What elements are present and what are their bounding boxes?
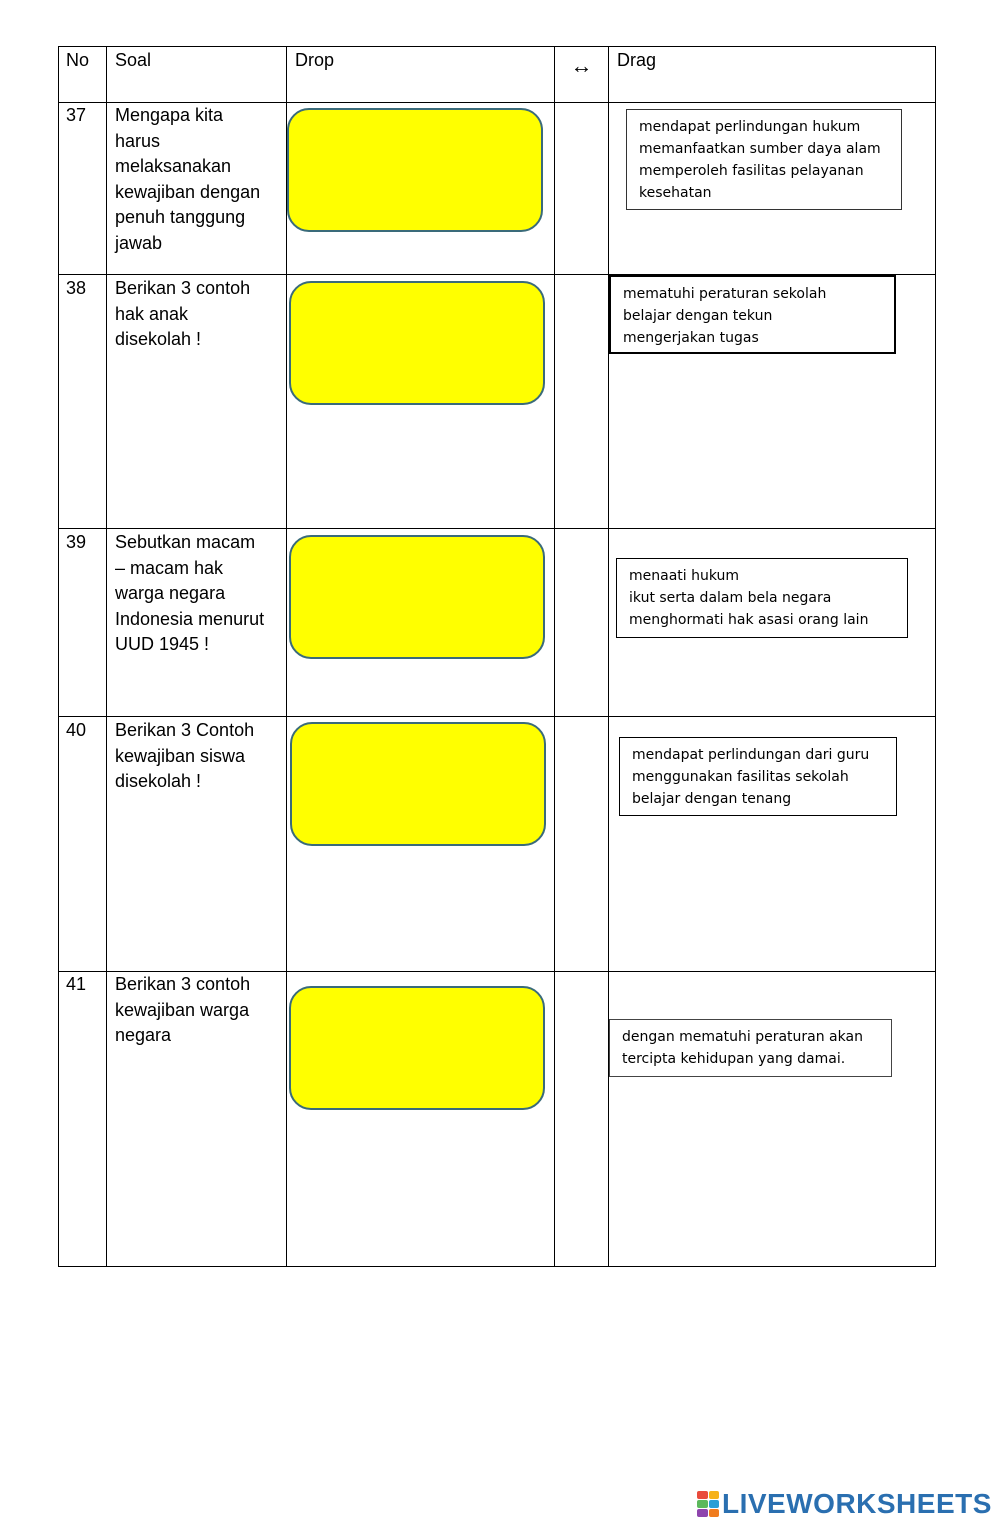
liveworksheets-logo xyxy=(697,1488,992,1520)
drop-zone-39[interactable] xyxy=(289,535,545,659)
question-text: Berikan 3 contoh kewajiban warga negara xyxy=(115,974,251,1045)
table-border-bottom xyxy=(58,1266,936,1267)
drag-item-38[interactable]: mematuhi peraturan sekolah belajar dengan tekun mengerjakan tugas xyxy=(609,275,896,354)
header-soal: Soal xyxy=(115,50,152,70)
drag-item-37[interactable]: mendapat perlindungan hukum memanfaatkan sumber daya alam memperoleh fasilitas pelayanan kesehatan xyxy=(626,109,902,210)
row-number: 41 xyxy=(66,974,87,994)
row-number: 40 xyxy=(66,720,87,740)
question-text: Berikan 3 Contoh kewajiban siswa disekolah ! xyxy=(115,720,255,791)
col-divider-arrow xyxy=(608,46,609,1267)
header-no: No xyxy=(66,50,90,70)
col-divider-soal xyxy=(286,46,287,1267)
row-divider-38 xyxy=(58,528,936,529)
drag-item-39[interactable]: menaati hukum ikut serta dalam bela negara menghormati hak asasi orang lain xyxy=(616,558,908,638)
question-text: Mengapa kita harus melaksanakan kewajiban dengan penuh tanggung jawab xyxy=(115,105,261,253)
drop-zone-41[interactable] xyxy=(289,986,545,1110)
drop-zone-40[interactable] xyxy=(290,722,546,846)
row-number: 39 xyxy=(66,532,87,552)
table-border-right xyxy=(935,46,936,1267)
logo-icon xyxy=(697,1491,719,1517)
question-text: Berikan 3 contoh hak anak disekolah ! xyxy=(115,278,251,349)
row-number: 38 xyxy=(66,278,87,298)
drop-zone-38[interactable] xyxy=(289,281,545,405)
row-number: 37 xyxy=(66,105,87,125)
logo-text: LIVEWORKSHEETS xyxy=(722,1488,992,1519)
col-divider-no xyxy=(106,46,107,1267)
drag-item-40[interactable]: mendapat perlindungan dari guru menggunakan fasilitas sekolah belajar dengan tenang xyxy=(619,737,897,816)
table-border-left xyxy=(58,46,59,1267)
header-drop: Drop xyxy=(295,50,335,70)
drop-zone-37[interactable] xyxy=(287,108,543,232)
row-divider-39 xyxy=(58,716,936,717)
left-right-arrow-icon: ↔ xyxy=(570,53,593,78)
table-border-top xyxy=(58,46,936,47)
col-divider-drop xyxy=(554,46,555,1267)
question-text: Sebutkan macam – macam hak warga negara Indonesia menurut UUD 1945 ! xyxy=(115,532,265,654)
header-drag: Drag xyxy=(617,50,657,70)
drag-item-41[interactable]: dengan mematuhi peraturan akan tercipta kehidupan yang damai. xyxy=(609,1019,892,1077)
